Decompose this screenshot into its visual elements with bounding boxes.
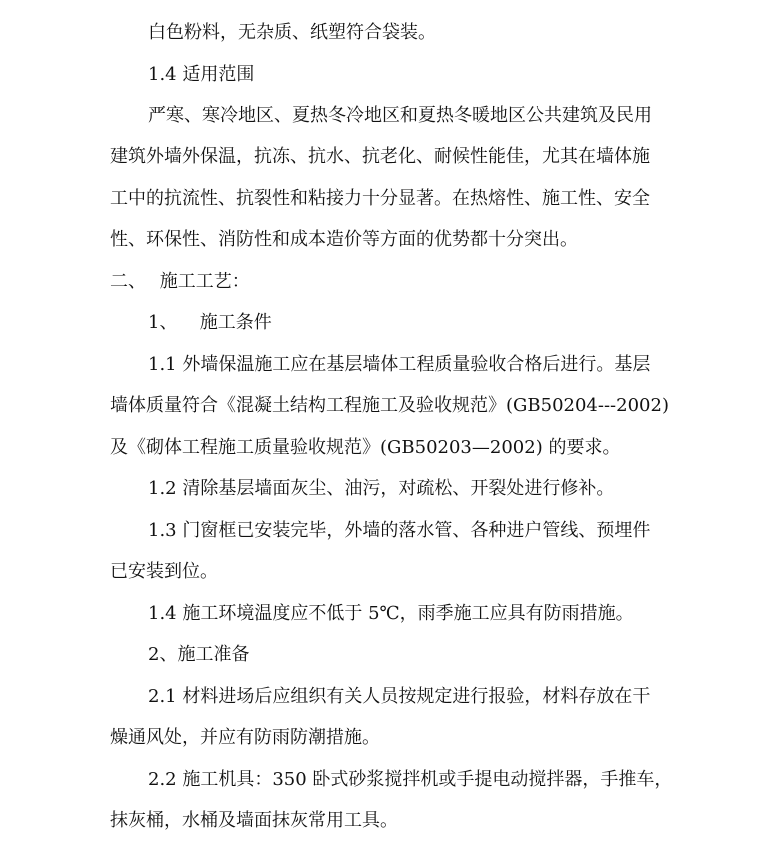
paragraph-line [0, 436, 780, 460]
section-number: 二、 [110, 271, 146, 292]
paragraph-line [0, 685, 780, 709]
paragraph-line [0, 394, 780, 418]
paragraph-line [0, 187, 780, 211]
line-text: 抹灰桶，水桶及墙面抹灰常用工具。 [110, 810, 398, 831]
line-text: 及《砌体工程施工质量验收规范》(GB50203—2002) 的要求。 [110, 437, 621, 458]
line-text: 施工工艺： [159, 271, 250, 292]
subsection-number: 1、 [148, 312, 178, 333]
line-text: 工中的抗流性、抗裂性和粘接力十分显著。在热熔性、施工性、安全 [110, 188, 650, 209]
line-text: 1.4 施工环境温度应不低于 5℃，雨季施工应具有防雨措施。 [148, 603, 634, 624]
paragraph-line [0, 726, 780, 750]
subsection-heading [0, 311, 780, 335]
paragraph-line [0, 228, 780, 252]
section-heading [0, 270, 780, 294]
line-text: 性、环保性、消防性和成本造价等方面的优势都十分突出。 [110, 229, 578, 250]
line-text: 严寒、寒冷地区、夏热冬冷地区和夏热冬暖地区公共建筑及民用 [148, 105, 652, 126]
line-text: 1.3 门窗框已安装完毕，外墙的落水管、各种进户管线、预埋件 [148, 520, 651, 541]
paragraph-line [0, 21, 780, 45]
line-text: 2.2 施工机具：350 卧式砂浆搅拌机或手提电动搅拌器，手推车， [148, 769, 673, 790]
paragraph-line [0, 353, 780, 377]
line-text: 建筑外墙外保温，抗冻、抗水、抗老化、耐候性能佳，尤其在墙体施 [110, 146, 650, 167]
line-text: 2.1 材料进场后应组织有关人员按规定进行报验，材料存放在干 [148, 686, 651, 707]
subsection-heading [0, 643, 780, 667]
paragraph-line [0, 809, 780, 833]
paragraph-line [0, 145, 780, 169]
paragraph-line [0, 104, 780, 128]
line-text: 1.2 清除基层墙面灰尘、油污，对疏松、开裂处进行修补。 [148, 478, 615, 499]
line-text: 施工条件 [199, 312, 272, 333]
paragraph-line [0, 477, 780, 501]
line-text: 白色粉料，无杂质、纸塑符合袋装。 [148, 22, 436, 43]
paragraph-line [0, 560, 780, 584]
line-text: 1.4 适用范围 [148, 64, 255, 85]
line-text: 2、施工准备 [148, 644, 250, 665]
section-heading [0, 63, 780, 87]
line-text: 1.1 外墙保温施工应在基层墙体工程质量验收合格后进行。基层 [148, 354, 651, 375]
paragraph-line [0, 519, 780, 543]
paragraph-line [0, 602, 780, 626]
line-text: 墙体质量符合《混凝土结构工程施工及验收规范》(GB50204---2002) [110, 395, 669, 416]
line-text: 燥通风处，并应有防雨防潮措施。 [110, 727, 380, 748]
line-text: 已安装到位。 [110, 561, 218, 582]
paragraph-line [0, 768, 780, 792]
